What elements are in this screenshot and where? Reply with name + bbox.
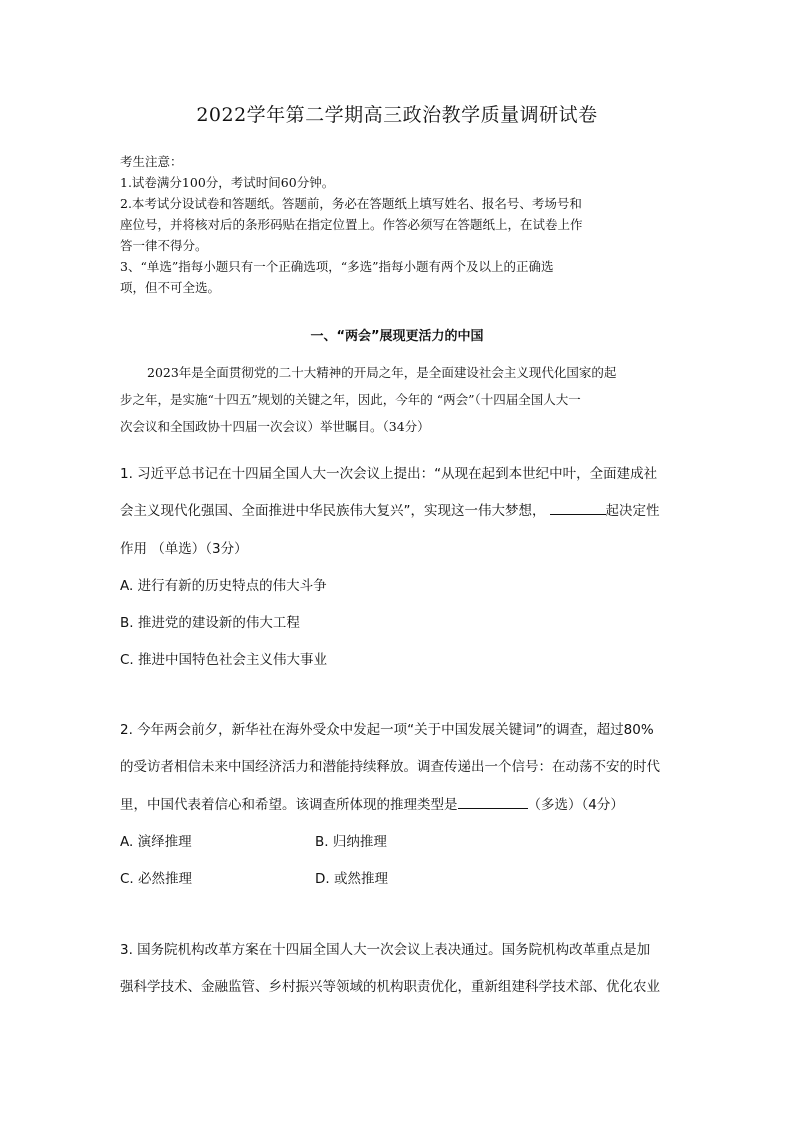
option-b: B. 归纳推理 xyxy=(315,834,387,850)
intro-line: 2023年是全面贯彻党的二十大精神的开局之年，是全面建设社会主义现代化国家的起 xyxy=(147,365,617,380)
question-line: 强科学技术、金融监管、乡村振兴等领域的机构职责优化，重新组建科学技术部、优化农业 xyxy=(120,979,660,995)
option-b: B. 推进党的建设新的伟大工程 xyxy=(120,615,300,631)
intro-line: 步之年，是实施“十四五”规划的关键之年，因此，今年的 “两会”（十四届全国人大一 xyxy=(120,392,581,407)
answer-blank[interactable] xyxy=(550,501,606,515)
intro-line: 次会议和全国政协十四届一次会议）举世瞩目。（34分） xyxy=(120,419,430,434)
notice-heading: 考生注意： xyxy=(120,154,183,169)
question-line: 1. 习近平总书记在十四届全国人大一次会议上提出：“从现在起到本世纪中叶，全面建成社 xyxy=(120,466,658,482)
question-line: 的受访者相信未来中国经济活力和潜能持续释放。调查传递出一个信号：在动荡不安的时代 xyxy=(120,759,660,775)
section-heading: 一、“两会”展现更活力的中国 xyxy=(310,329,484,344)
exam-title: 2022学年第二学期高三政治教学质量调研试卷 xyxy=(196,104,598,126)
notice-line: 座位号，并将核对后的条形码贴在指定位置上。作答必须写在答题纸上，在试卷上作 xyxy=(120,217,583,232)
answer-blank[interactable] xyxy=(458,795,528,809)
notice-line: 2.本考试分设试卷和答题纸。答题前，务必在答题纸上填写姓名、报名号、考场号和 xyxy=(120,196,582,211)
option-a: A. 演绎推理 xyxy=(120,834,192,850)
question-text: 起决定性 xyxy=(605,503,660,519)
notice-line: 项，但不可全选。 xyxy=(120,280,221,295)
question-text: （多选）（4分） xyxy=(527,797,624,813)
option-a: A. 进行有新的历史特点的伟大斗争 xyxy=(120,578,327,594)
question-line: 作用 （单选）（3分） xyxy=(120,541,248,557)
option-d: D. 或然推理 xyxy=(315,871,388,887)
question-text: 里，中国代表着信心和希望。该调查所体现的推理类型是 xyxy=(120,797,458,813)
notice-line: 答一律不得分。 xyxy=(120,238,208,253)
question-line: 3. 国务院机构改革方案在十四届全国人大一次会议上表决通过。国务院机构改革重点是加 xyxy=(120,942,651,958)
option-c: C. 必然推理 xyxy=(120,871,193,887)
option-c: C. 推进中国特色社会主义伟大事业 xyxy=(120,652,328,668)
question-line xyxy=(120,793,624,813)
notice-line: 3、“单选”指每小题只有一个正确选项，“多选”指每小题有两个及以上的正确选 xyxy=(120,259,554,274)
notice-line: 1.试卷满分100分，考试时间60分钟。 xyxy=(120,175,335,190)
question-text: 会主义现代化强国、全面推进中华民族伟大复兴”，实现这一伟大梦想， xyxy=(120,503,546,519)
question-line: 2. 今年两会前夕，新华社在海外受众中发起一项“关于中国发展关键词”的调查，超过80% xyxy=(120,722,654,738)
question-line xyxy=(120,499,660,519)
